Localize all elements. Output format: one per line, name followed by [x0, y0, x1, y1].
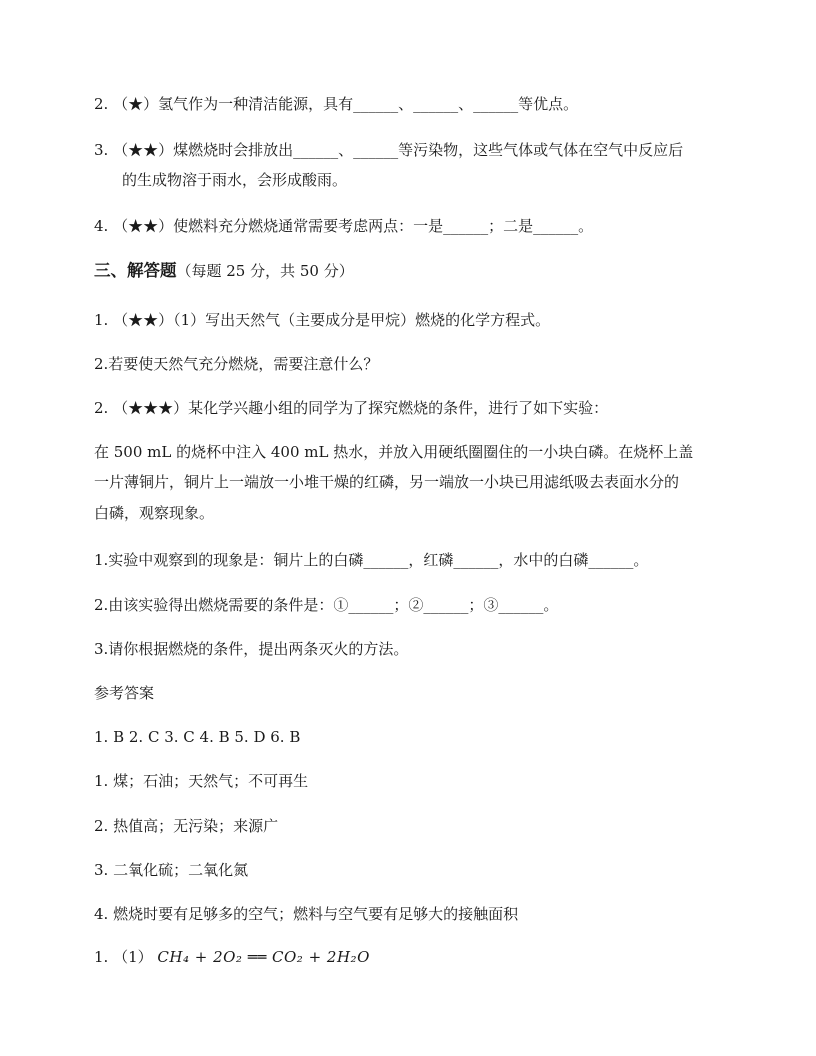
- answer-fill-1: 1. 煤；石油；天然气；不可再生: [94, 772, 309, 790]
- answer-fill-4: 4. 燃烧时要有足够多的空气；燃料与空气要有足够大的接触面积: [94, 905, 519, 923]
- answer-fill-2: 2. 热值高；无污染；来源广: [94, 817, 279, 835]
- question-fill-2: 2. （★）氢气作为一种清洁能源，具有______、______、______等优点。: [94, 95, 579, 113]
- experiment-subquestion-3: 3.请你根据燃烧的条件，提出两条灭火的方法。: [94, 640, 409, 658]
- answer-equation-line: [94, 946, 734, 968]
- answer-question-1-part-2: 2.若要使天然气充分燃烧，需要注意什么？: [94, 355, 379, 373]
- experiment-description-line-1: 在 500 mL 的烧杯中注入 400 mL 热水，并放入用硬纸圈圈住的一小块白磷。在烧杯上盖: [94, 443, 694, 461]
- section-scoring: （每题 25 分，共 50 分）: [176, 262, 354, 280]
- experiment-description-line-2: 一片薄铜片，铜片上一端放一小堆干燥的红磷，另一端放一小块已用滤纸吸去表面水分的: [94, 473, 680, 491]
- answer-question-2: 2. （★★★）某化学兴趣小组的同学为了探究燃烧的条件，进行了如下实验：: [94, 399, 609, 417]
- answer-equation-prefix: 1. （1）: [94, 948, 153, 966]
- answer-fill-3: 3. 二氧化硫；二氧化氮: [94, 861, 249, 879]
- section-title: 三、解答题: [94, 261, 177, 280]
- section-heading: [94, 260, 734, 282]
- answer-choices: 1. B 2. C 3. C 4. B 5. D 6. B: [94, 728, 301, 746]
- question-fill-4: 4. （★★）使燃料充分燃烧通常需要考虑两点：一是______；二是______。: [94, 217, 594, 235]
- answer-question-1: 1. （★★）（1）写出天然气（主要成分是甲烷）燃烧的化学方程式。: [94, 311, 551, 329]
- methane-combustion-equation: CH₄ + 2O₂ ══ CO₂ + 2H₂O: [157, 948, 370, 966]
- experiment-subquestion-2: 2.由该实验得出燃烧需要的条件是：①______；②______；③______。: [94, 596, 559, 614]
- reference-answers-heading: 参考答案: [94, 684, 155, 702]
- question-fill-3-continued: 的生成物溶于雨水，会形成酸雨。: [122, 171, 348, 189]
- experiment-description-line-3: 白磷，观察现象。: [94, 504, 215, 522]
- question-fill-3: 3. （★★）煤燃烧时会排放出______、______等污染物，这些气体或气体在空气中反应后: [94, 141, 684, 159]
- experiment-subquestion-1: 1.实验中观察到的现象是：铜片上的白磷______，红磷______，水中的白磷______。: [94, 551, 649, 569]
